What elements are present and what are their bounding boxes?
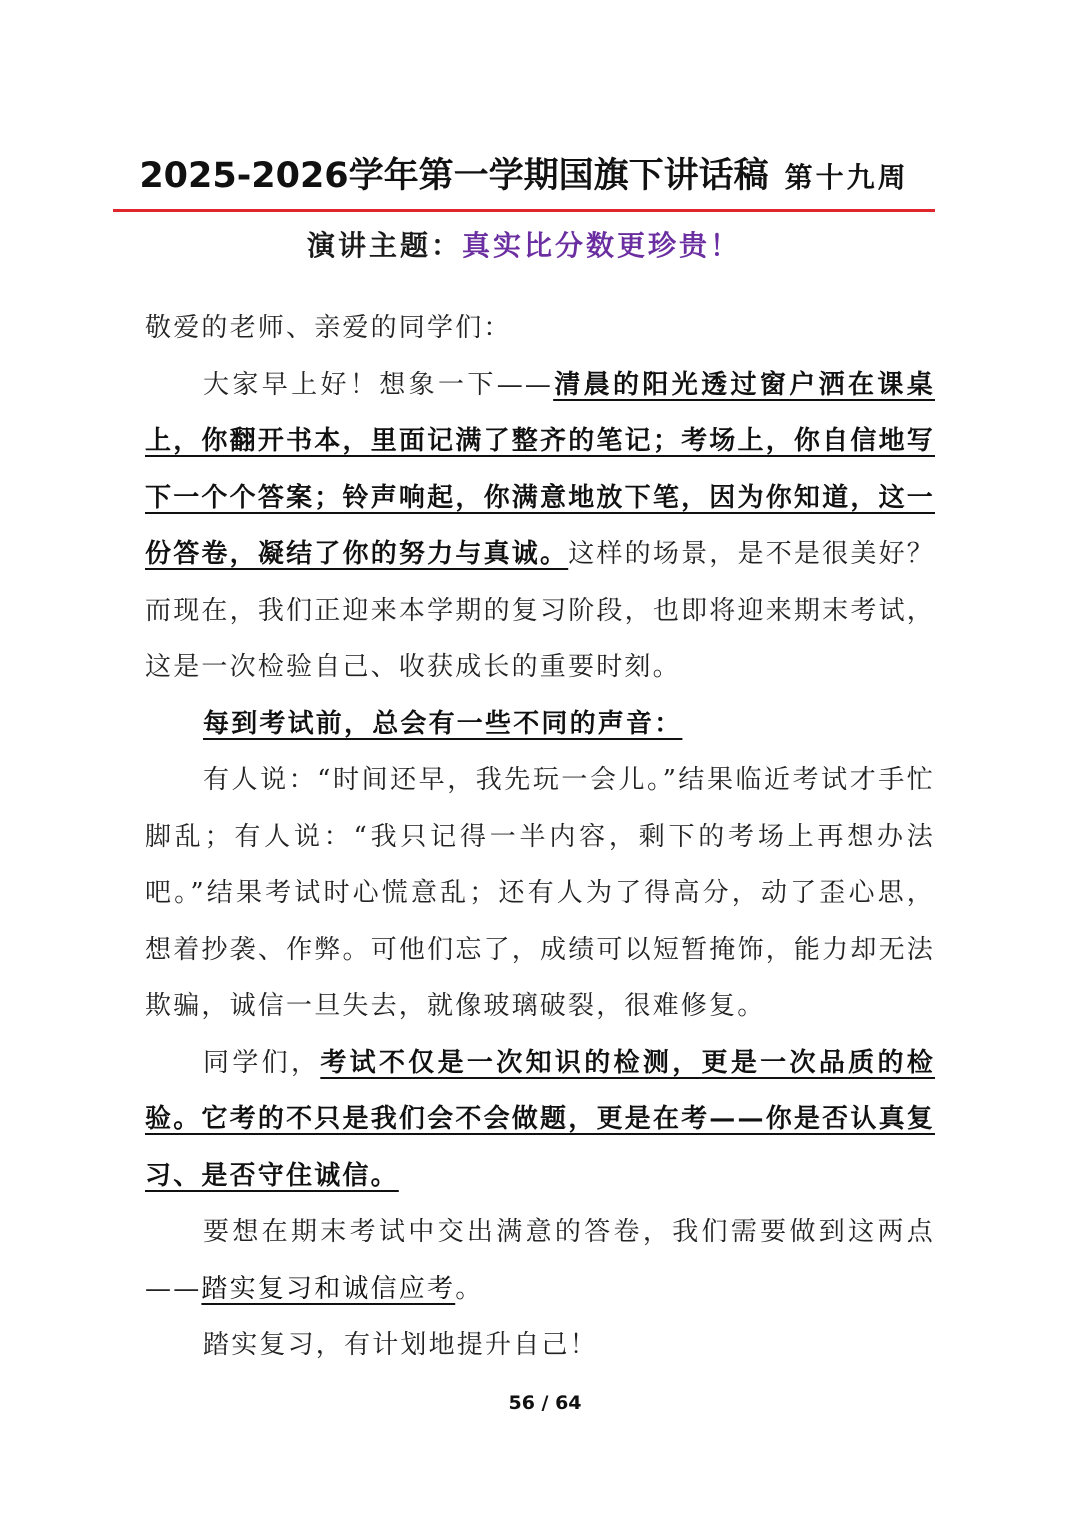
speech-theme [113, 224, 935, 264]
paragraph-5-intro: 要想在期末考试中交出满意的答卷，我们需要做到这两点—— [145, 1217, 935, 1304]
paragraph-2 [145, 696, 935, 753]
document-title: 2025-2026学年第一学期国旗下讲话稿 [139, 156, 769, 196]
paragraph-1-rest: 这样的场景，是不是很美好？而现在，我们正迎来本学期的复习阶段，也即将迎来期末考试，这是一次检验自己、收获成长的重要时刻。 [145, 539, 935, 682]
paragraph-4-highlight: 考试不仅是一次知识的检测，更是一次品质的检验。它考的不只是我们会不会做题，更是在考——你是否认真复习、是否守住诚信。 [145, 1047, 936, 1191]
week-label: 第十九周 [784, 161, 909, 194]
paragraph-1-highlight: 清晨的阳光透过窗户洒在课桌上，你翻开书本，里面记满了整齐的笔记；考场上，你自信地写下一个个答案；铃声响起，你满意地放下笔，因为你知道，这一份答卷，凝结了你的努力与真诚。 [145, 369, 935, 569]
paragraph-6: 踏实复习，有计划地提升自己！ [203, 1330, 598, 1360]
paragraph-1-intro: 大家早上好！想象一下—— [203, 369, 554, 400]
paragraph-1 [145, 357, 935, 696]
paragraph-3: 有人说：“时间还早，我先玩一会儿。”结果临近考试才手忙脚乱；有人说：“我只记得一半内容，剩下的考场上再想办法吧。”结果考试时心慌意乱；还有人为了得高分，动了歪心思，想着抄袭、作弊。可他们忘了，成绩可以短暂掩饰，能力却无法欺骗，诚信一旦失去，就像玻璃破裂，很难修复。 [145, 765, 935, 1021]
paragraph-2-highlight: 每到考试前，总会有一些不同的声音： [203, 708, 683, 739]
page-header [113, 148, 935, 198]
paragraph-4-intro: 同学们， [203, 1047, 321, 1078]
paragraph-5 [145, 1204, 935, 1317]
theme-text: 真实比分数更珍贵！ [462, 229, 742, 262]
greeting: 敬爱的老师、亲爱的同学们： [145, 313, 512, 343]
paragraph-4 [145, 1035, 935, 1205]
speech-body [145, 300, 935, 1374]
paragraph-5-end: 。 [455, 1273, 484, 1304]
paragraph-5-highlight: 踏实复习和诚信应考 [201, 1273, 456, 1304]
page-number: 56 / 64 [508, 1392, 582, 1414]
header-divider [113, 209, 935, 212]
theme-label: 演讲主题： [306, 229, 462, 262]
